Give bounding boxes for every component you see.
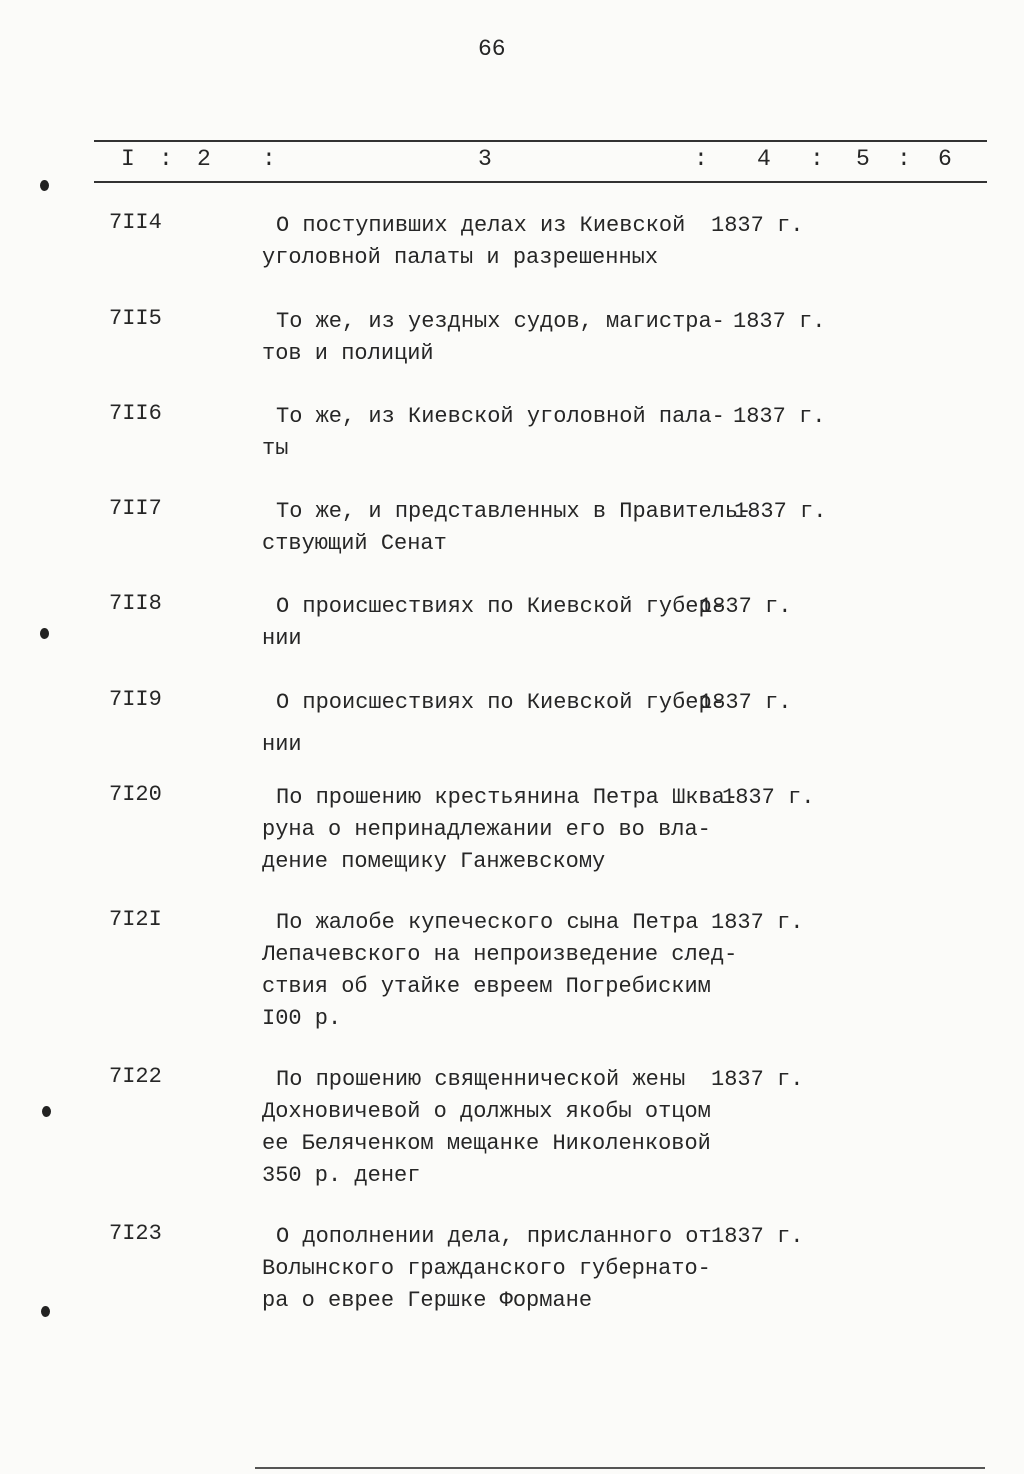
case-year: 1837 г. bbox=[699, 690, 792, 715]
case-number: 7I23 bbox=[109, 1221, 162, 1246]
description-line: По прошению крестьянина Петра Шква- bbox=[276, 785, 739, 810]
case-year: 1837 г. bbox=[734, 499, 827, 524]
case-number: 7I20 bbox=[109, 782, 162, 807]
header-col-4: 4 bbox=[757, 146, 771, 172]
case-number: 7I22 bbox=[109, 1064, 162, 1089]
description-line: ты bbox=[262, 436, 289, 461]
case-year: 1837 г. bbox=[711, 213, 804, 238]
case-number: 7II7 bbox=[109, 496, 162, 521]
case-year: 1837 г. bbox=[733, 309, 826, 334]
description-line: То же, из уездных судов, магистра- bbox=[276, 309, 725, 334]
header-rule-bottom bbox=[94, 181, 987, 183]
description-line: Волынского гражданского губернато- bbox=[262, 1256, 711, 1281]
description-line: По жалобе купеческого сына Петра bbox=[276, 910, 699, 935]
case-description bbox=[262, 591, 725, 655]
header-separator: : bbox=[262, 146, 276, 172]
description-line: По прошению священнической жены bbox=[276, 1067, 686, 1092]
case-description bbox=[262, 401, 725, 465]
case-description bbox=[262, 682, 725, 766]
case-description bbox=[262, 1064, 712, 1192]
description-line: О происшествиях по Киевской губер- bbox=[276, 690, 725, 715]
description-line: нии bbox=[262, 732, 302, 757]
description-line: ствия об утайке евреем Погребиским bbox=[262, 974, 711, 999]
case-description bbox=[262, 306, 725, 370]
header-col-1: I bbox=[121, 146, 135, 172]
case-description bbox=[262, 782, 739, 878]
case-year: 1837 г. bbox=[699, 594, 792, 619]
header-separator: : bbox=[694, 146, 708, 172]
case-description bbox=[262, 907, 738, 1035]
case-description bbox=[262, 210, 712, 274]
header-col-3: 3 bbox=[478, 146, 492, 172]
description-line: Дохновичевой о должных якобы отцом bbox=[262, 1099, 711, 1124]
header-col-6: 6 bbox=[938, 146, 952, 172]
header-rule-top bbox=[94, 140, 987, 142]
description-line: То же, из Киевской уголовной пала- bbox=[276, 404, 725, 429]
description-line: О дополнении дела, присланного от bbox=[276, 1224, 712, 1249]
header-separator: : bbox=[810, 146, 824, 172]
case-year: 1837 г. bbox=[711, 1224, 804, 1249]
description-line: ствующий Сенат bbox=[262, 531, 447, 556]
case-number: 7II4 bbox=[109, 210, 162, 235]
binding-hole-mark bbox=[41, 1306, 50, 1317]
binding-hole-mark bbox=[42, 1106, 51, 1117]
header-col-2: 2 bbox=[197, 146, 211, 172]
header-separator: : bbox=[159, 146, 173, 172]
case-number: 7II5 bbox=[109, 306, 162, 331]
page-bottom-rule bbox=[255, 1467, 985, 1469]
case-number: 7I2I bbox=[109, 907, 162, 932]
header-col-5: 5 bbox=[856, 146, 870, 172]
case-year: 1837 г. bbox=[711, 1067, 804, 1092]
description-line: О происшествиях по Киевской губер- bbox=[276, 594, 725, 619]
case-number: 7II8 bbox=[109, 591, 162, 616]
binding-hole-mark bbox=[40, 628, 49, 639]
description-line: То же, и представленных в Правитель- bbox=[276, 499, 752, 524]
case-description bbox=[262, 496, 752, 560]
description-line: уголовной палаты и разрешенных bbox=[262, 245, 659, 270]
case-number: 7II6 bbox=[109, 401, 162, 426]
description-line: 350 р. денег bbox=[262, 1163, 421, 1188]
header-separator: : bbox=[897, 146, 911, 172]
case-year: 1837 г. bbox=[733, 404, 826, 429]
description-line: дение помещику Ганжевскому bbox=[262, 849, 606, 874]
description-line: О поступивших делах из Киевской bbox=[276, 213, 686, 238]
description-line: ра о еврее Гершке Формане bbox=[262, 1288, 593, 1313]
description-line: I00 р. bbox=[262, 1006, 342, 1031]
description-line: ее Беляченком мещанке Николенковой bbox=[262, 1131, 711, 1156]
case-year: 1837 г. bbox=[711, 910, 804, 935]
description-line: нии bbox=[262, 626, 302, 651]
binding-hole-mark bbox=[40, 180, 49, 191]
case-year: 1837 г. bbox=[722, 785, 815, 810]
page-number: 66 bbox=[478, 36, 506, 62]
description-line: тов и полиций bbox=[262, 341, 434, 366]
case-description bbox=[262, 1221, 712, 1317]
description-line: Лепачевского на непроизведение след- bbox=[262, 942, 738, 967]
case-number: 7II9 bbox=[109, 687, 162, 712]
description-line: руна о непринадлежании его во вла- bbox=[262, 817, 711, 842]
